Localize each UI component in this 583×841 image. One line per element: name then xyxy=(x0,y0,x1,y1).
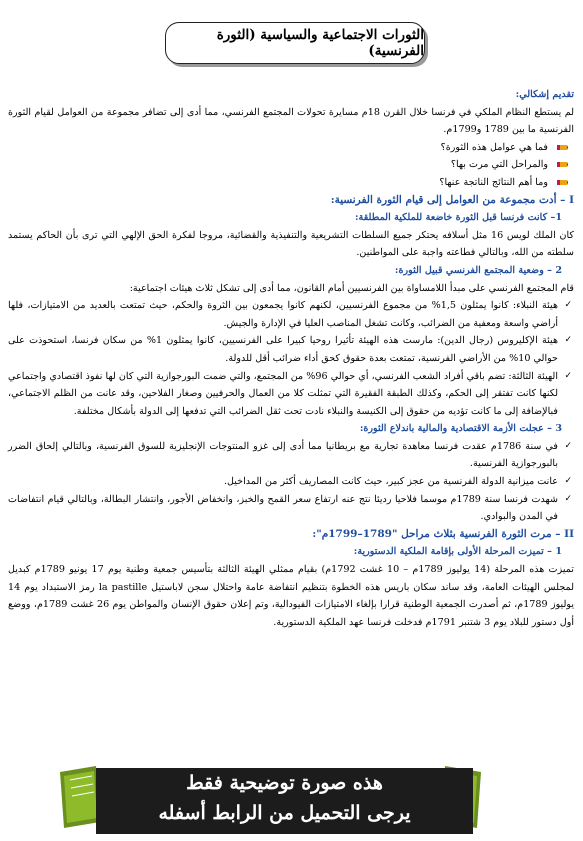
section2-heading: II – مرت الثورة الفرنسية بثلاث مراحل "1789–1799م": xyxy=(312,527,574,540)
list-item: ✓ الهيئة الثالثة: تضم باقي أفراد الشعب الفرنسي، أي حوالي 96% من المجتمع، والتي ضمت البورجوازية التي كان لها نفوذ اقتصادي واجتماعي لكنها كانت تفتقر إلى الحكم، وكذلك الطبقة الفقيرة التي تمثلت كلا من العمال والحرفيين وصغار الفلاحين، وقد عانت من الظلم الاجتماعي، فبالإضافة إلى ما كانت تؤديه من حقوق إلى الكنيسة والنبلاء نادت تحت ثقل الضرائب التي تدفعها إلى الدولة بأشكال مختلفة. xyxy=(8,368,574,421)
banner-line-1: هذه صورة توضيحية فقط xyxy=(186,772,383,794)
section2-sub1-text: تميزت هذه المرحلة (14 يوليوز 1789م – 10 غشت 1792م) بقيام ممثلي الهيئة الثالثة بتأسيس جمعية وطنية يوم 17 يونيو 1789م كبديل لمجلس الهيئات العامة، وقد ساند سكان باريس هذه الخطوة بتنظيم انتفاضة عامة واحتلال سجن لاباستيل la pastille رمز الاستبداد يوم 14 يوليوز 1789م، ثم أصدرت الجمعية الوطنية قرارا بإلغاء الامتيازات الفيودالية، وتم إعلان حقوق الإنسان والمواطن يوم 26 غشت 1789م، ووضع أول دستور للبلاد يوم 3 شتنبر 1791م فدخلت فرنسا عهد الملكية الدستورية. xyxy=(8,564,574,628)
section1-sub2-text: قام المجتمع الفرنسي على مبدأ اللامساواة بين الفرنسيين أمام القانون، مما أدى إلى تشكل ثلاث هيئات اجتماعية: xyxy=(129,282,574,294)
list-item: ✓ هيئة الإكليروس (رجال الدين): مارست هذه الهيئة تأثيرا روحيا كبيرا على الفرنسيين، كانوا يمثلون 1% من سكان فرنسا، استحوذت على حوالي 10% من الأراضي الفرنسية، تمتعت بعدة حقوق كحق أداء ضرائب أقل للدولة. xyxy=(8,332,574,367)
title-box xyxy=(165,22,425,64)
list-item: ✓ هيئة النبلاء: كانوا يمثلون 1,5% من مجموع الفرنسيين، لكنهم كانوا يجمعون بين الثروة والحكم، حيث تمتعت بالعديد من الامتيازات، فلها أراضي واسعة ومعفية من الضرائب، وكانت تشغل المناصب العليا في الإدارة والجيش. xyxy=(8,297,574,332)
pencil-icon xyxy=(556,142,568,153)
watermark-banner xyxy=(96,768,473,834)
document-body xyxy=(8,86,574,631)
banner-line-2: يرجى التحميل من الرابط أسفله xyxy=(158,802,411,824)
page-title: الثورات الاجتماعية والسياسية (الثورة الفرنسية) xyxy=(216,27,424,59)
pencil-icon xyxy=(556,177,568,188)
question-item xyxy=(8,174,574,192)
section1-sub2-heading: 2 – وضعية المجتمع الفرنسي قبيل الثورة: xyxy=(394,264,562,276)
intro-text: لم يستطع النظام الملكي في فرنسا خلال القرن 18م مسايرة تحولات المجتمع الفرنسي، مما أدى إلى تضافر مجموعة من العوامل لقيام الثورة الفرنسية ما بين 1789 و1799م. xyxy=(8,106,574,136)
pencil-icon xyxy=(556,159,568,170)
section1-sub1-text: كان الملك لويس 16 مثل أسلافه يحتكر جميع السلطات التشريعية والتنفيذية والقضائية، مروجا لفكرة الحق الإلهي التي ترى بأن الحاكم يستمد سلطته من الله، وبالتالي فطاعته واجبة على المواطنين. xyxy=(8,229,574,259)
section1-heading: I – أدت مجموعة من العوامل إلى قيام الثورة الفرنسية: xyxy=(330,193,574,206)
question-text: والمراحل التي مرت بها؟ xyxy=(450,159,548,171)
question-text: فما هي عوامل هذه الثورة؟ xyxy=(440,141,548,153)
section1-sub1-heading: 1– كانت فرنسا قبل الثورة خاضعة للملكية المطلقة: xyxy=(355,212,562,224)
section1-sub3-heading: 3 – عجلت الأزمة الاقتصادية والمالية باندلاع الثورة: xyxy=(359,423,562,435)
list-item: ✓ في سنة 1786م عقدت فرنسا معاهدة تجارية مع بريطانيا مما أدى إلى غزو المنتوجات الإنجليزية للسوق الفرنسية، وبالتالي إلحاق الضرر بالبورجوازية الفرنسية. xyxy=(8,438,574,473)
list-item: ✓ عانت ميزانية الدولة الفرنسية من عجز كبير، حيث كانت المصاريف أكثر من المداخيل. xyxy=(8,473,574,491)
intro-heading: تقديم إشكالي: xyxy=(515,89,574,100)
question-text: وما أهم النتائج الناتجة عنها؟ xyxy=(439,176,548,188)
list-item: ✓ شهدت فرنسا سنة 1789م موسما فلاحيا رديئا نتج عنه ارتفاع سعر القمح والخبز، وانخفاض الأجور، وانتشار البطالة، وبالتالي قيام انتفاضات في المدن والبوادي. xyxy=(8,491,574,526)
question-item xyxy=(8,156,574,174)
question-item xyxy=(8,139,574,157)
section2-sub1-heading: 1 – تميزت المرحلة الأولى بإقامة الملكية الدستورية: xyxy=(353,546,562,558)
